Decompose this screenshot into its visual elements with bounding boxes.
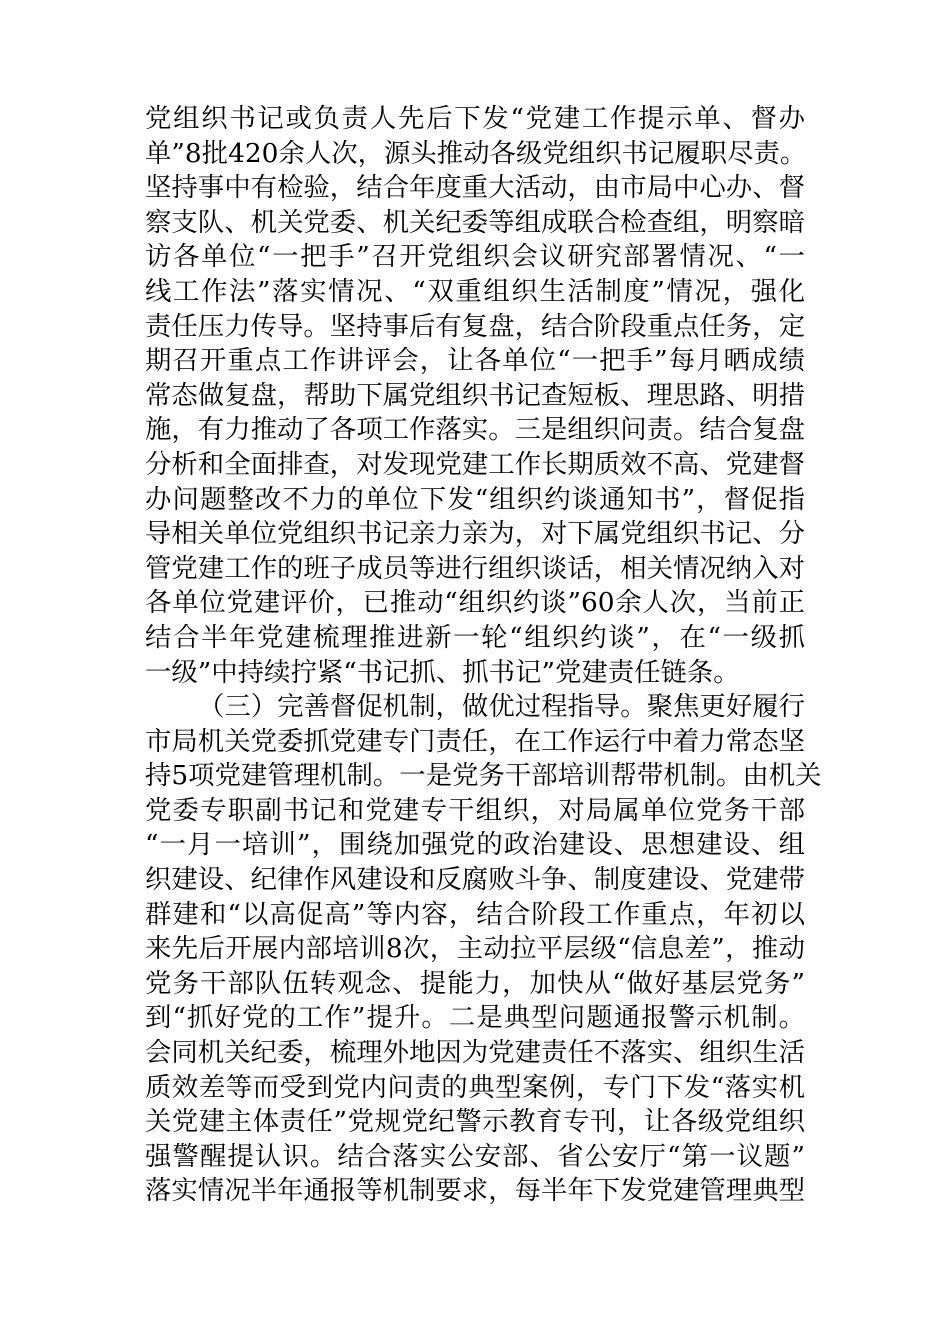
text-line: 单”8批420余人次，源头推动各级党组织书记履职尽责。	[145, 137, 807, 169]
section-heading-line: （三）完善督促机制，做优过程指导。聚焦更好履行	[198, 691, 805, 723]
text-line: “一月一培训”，围绕加强党的政治建设、思想建设、组	[145, 829, 805, 861]
text-line: 强警醒提认识。结合落实公安部、省公安厅“第一议题”	[145, 1140, 805, 1172]
body-text	[145, 102, 822, 1209]
text-line: 党务干部队伍转观念、提能力，加快从“做好基层党务”	[145, 967, 805, 999]
text-line: 到“抓好党的工作”提升。二是典型问题通报警示机制。	[145, 1002, 805, 1034]
text-line: 管党建工作的班子成员等进行组织谈话，相关情况纳入对	[145, 552, 805, 584]
text-line: 会同机关纪委，梳理外地因为党建责任不落实、组织生活	[145, 1037, 805, 1069]
text-line: 党组织书记或负责人先后下发“党建工作提示单、督办	[145, 103, 805, 134]
text-line: 市局机关党委抓党建专门责任，在工作运行中着力常态坚	[145, 725, 805, 757]
text-line: 办问题整改不力的单位下发“组织约谈通知书”，督促指	[145, 483, 805, 515]
text-line: 织建设、纪律作风建设和反腐败斗争、制度建设、党建带	[145, 864, 805, 896]
text-line: 线工作法”落实情况、“双重组织生活制度”情况，强化	[145, 275, 805, 307]
text-line: 责任压力传导。坚持事后有复盘，结合阶段重点任务，定	[145, 310, 805, 342]
text-line: 访各单位“一把手”召开党组织会议研究部署情况、“一	[145, 241, 805, 273]
text-line: 坚持事中有检验，结合年度重大活动，由市局中心办、督	[145, 172, 805, 204]
text-line: 关党建主体责任”党规党纪警示教育专刊，让各级党组织	[145, 1106, 805, 1138]
text-line: 结合半年党建梳理推进新一轮“组织约谈”，在“一级抓	[145, 621, 805, 653]
text-line: 分析和全面排查，对发现党建工作长期质效不高、党建督	[145, 448, 805, 480]
text-line: 党委专职副书记和党建专干组织，对局属单位党务干部	[145, 794, 805, 826]
paragraph-end-line: 一级”中持续拧紧“书记抓、抓书记”党建责任链条。	[145, 656, 740, 688]
text-line: 来先后开展内部培训8次，主动拉平层级“信息差”，推动	[145, 933, 805, 965]
text-line: 期召开重点工作讲评会，让各单位“一把手”每月晒成绩	[145, 345, 805, 377]
text-line: 群建和“以高促高”等内容，结合阶段工作重点，年初以	[145, 898, 805, 930]
text-line: 持5项党建管理机制。一是党务干部培训帮带机制。由机关	[145, 760, 822, 792]
text-line: 各单位党建评价，已推动“组织约谈”60余人次，当前正	[145, 587, 805, 619]
text-line: 常态做复盘，帮助下属党组织书记查短板、理思路、明措	[145, 379, 805, 411]
text-line: 察支队、机关党委、机关纪委等组成联合检查组，明察暗	[145, 206, 805, 238]
text-line: 导相关单位党组织书记亲力亲为，对下属党组织书记、分	[145, 518, 805, 550]
text-line: 质效差等而受到党内问责的典型案例，专门下发“落实机	[145, 1071, 805, 1103]
text-line: 施，有力推动了各项工作落实。三是组织问责。结合复盘	[145, 414, 805, 446]
text-line: 落实情况半年通报等机制要求，每半年下发党建管理典型	[145, 1175, 805, 1207]
